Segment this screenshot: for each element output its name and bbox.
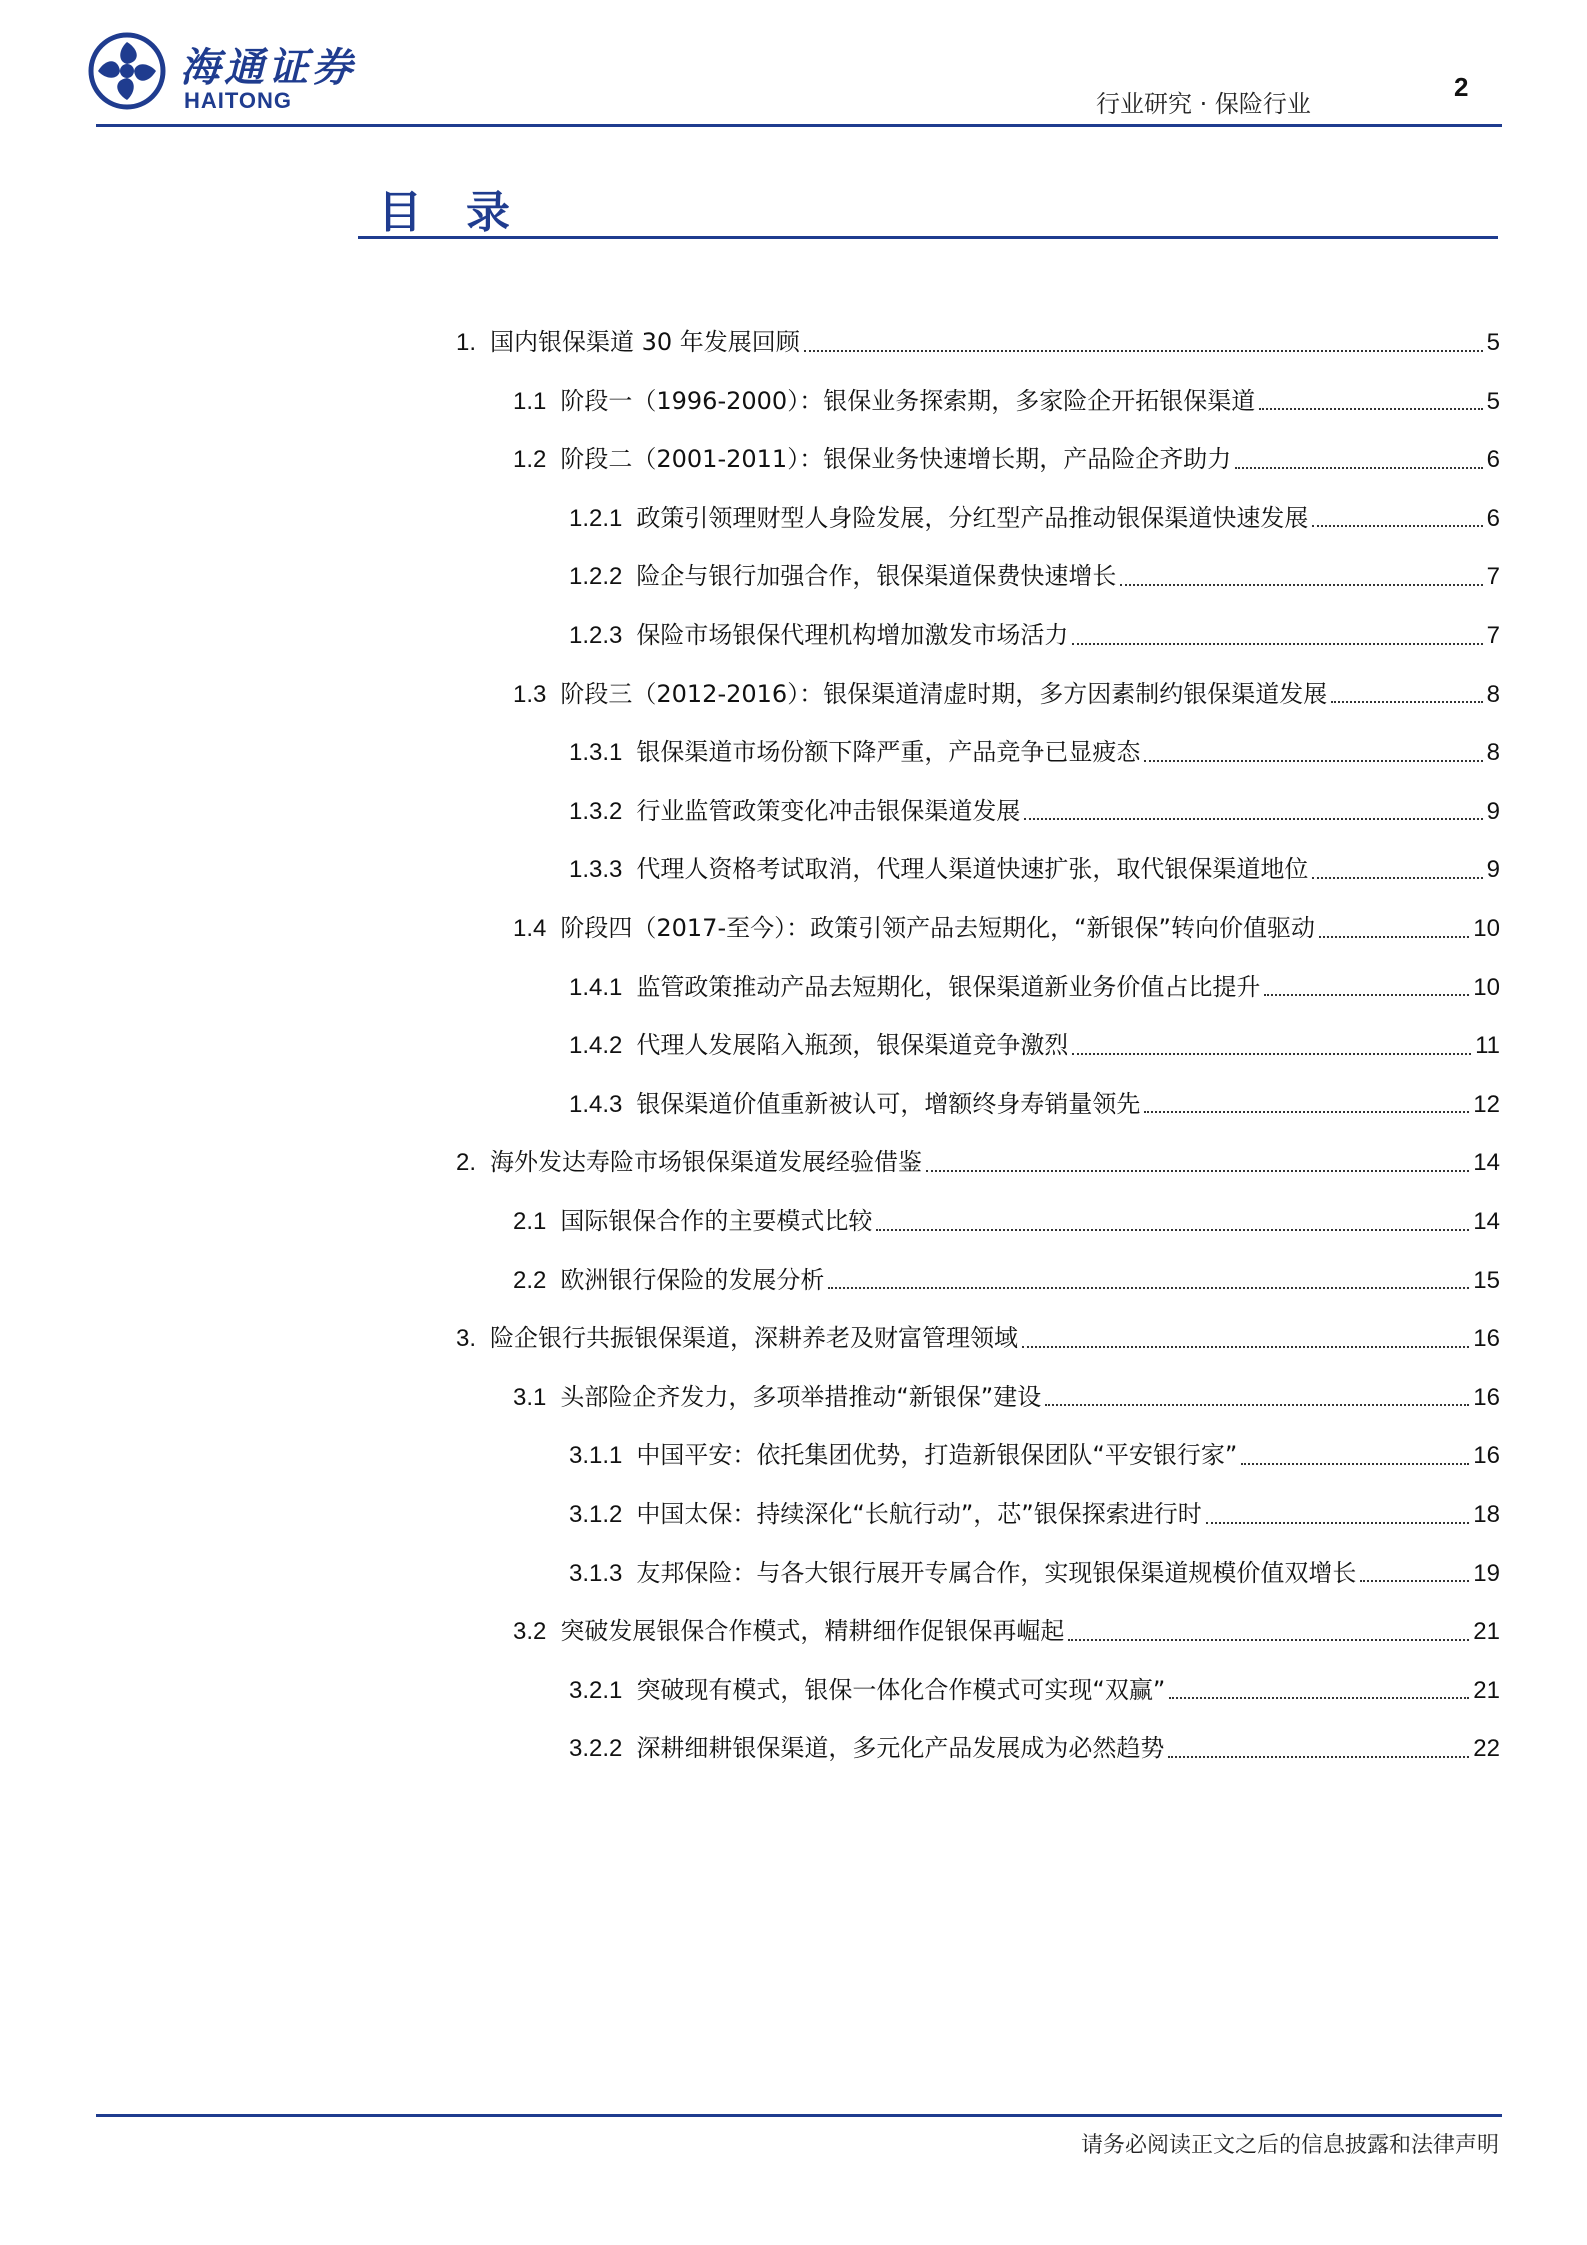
toc-dot-leader bbox=[1331, 701, 1482, 703]
toc-entry[interactable] bbox=[569, 1556, 1500, 1591]
toc-entry-number: 2.1 bbox=[513, 1208, 547, 1235]
page-number: 2 bbox=[1454, 72, 1469, 102]
toc-entry-page: 18 bbox=[1473, 1501, 1500, 1528]
company-logo bbox=[88, 32, 388, 112]
toc-dot-leader bbox=[1068, 1639, 1469, 1641]
toc-dot-leader bbox=[1168, 1756, 1469, 1758]
toc-entry-title: 阶段三（2012-2016）：银保渠道清虚时期，多方因素制约银保渠道发展 bbox=[560, 679, 1328, 708]
toc-entry[interactable] bbox=[513, 677, 1500, 712]
toc-entry-title: 中国平安：依托集团优势，打造新银保团队“平安银行家” bbox=[636, 1441, 1238, 1470]
toc-dot-leader bbox=[1360, 1580, 1469, 1582]
toc-entry[interactable] bbox=[513, 1614, 1500, 1649]
toc-entry-page: 7 bbox=[1486, 563, 1500, 591]
toc-entry-number: 3.1.2 bbox=[569, 1501, 623, 1528]
toc-dot-leader bbox=[1072, 643, 1482, 645]
toc-entry[interactable] bbox=[569, 1438, 1500, 1473]
toc-entry-page: 5 bbox=[1486, 329, 1500, 356]
toc-entry-title: 银保渠道价值重新被认可，增额终身寿销量领先 bbox=[636, 1089, 1141, 1118]
toc-entry[interactable] bbox=[456, 325, 1500, 360]
toc-entry-page: 9 bbox=[1486, 797, 1500, 825]
toc-entry[interactable] bbox=[513, 442, 1500, 477]
toc-entry-page: 10 bbox=[1473, 915, 1500, 942]
toc-dot-leader bbox=[1319, 936, 1469, 938]
header-divider bbox=[96, 124, 1502, 127]
toc-entry-title: 银保渠道市场份额下降严重，产品竞争已显疲态 bbox=[636, 738, 1141, 767]
toc-entry-number: 1. bbox=[456, 329, 477, 356]
toc-dot-leader bbox=[1144, 760, 1482, 762]
toc-entry-number: 1.4.1 bbox=[569, 973, 623, 1001]
toc-entry-title: 欧洲银行保险的发展分析 bbox=[560, 1265, 825, 1294]
haitong-logo-icon bbox=[88, 32, 166, 110]
toc-entry-number: 3. bbox=[456, 1325, 477, 1353]
toc-entry-number: 1.2 bbox=[513, 446, 547, 474]
toc-entry[interactable] bbox=[569, 501, 1500, 536]
toc-entry-title: 中国太保：持续深化“长航行动”，芯”银保探索进行时 bbox=[636, 1500, 1202, 1528]
toc-dot-leader bbox=[1045, 1404, 1469, 1406]
toc-entry-number: 1.2.3 bbox=[569, 622, 623, 649]
toc-entry-title: 保险市场银保代理机构增加激发市场活力 bbox=[636, 621, 1069, 649]
toc-dot-leader bbox=[1144, 1111, 1469, 1113]
toc-entry-title: 阶段二（2001-2011）：银保业务快速增长期，产品险企齐助力 bbox=[560, 445, 1232, 474]
toc-entry-number: 3.2 bbox=[513, 1618, 547, 1646]
toc-entry-title: 突破现有模式，银保一体化合作模式可实现“双赢” bbox=[636, 1675, 1166, 1704]
footer-disclaimer: 请务必阅读正文之后的信息披露和法律声明 bbox=[1080, 2133, 1499, 2158]
toc-entry-page: 11 bbox=[1475, 1032, 1500, 1060]
toc-entry-page: 16 bbox=[1473, 1442, 1500, 1470]
toc-entry-number: 1.3 bbox=[513, 680, 547, 708]
toc-entry-page: 16 bbox=[1473, 1325, 1500, 1353]
footer-divider bbox=[96, 2114, 1502, 2117]
toc-dot-leader bbox=[876, 1229, 1469, 1231]
toc-entry-number: 3.2.1 bbox=[569, 1676, 623, 1704]
toc-entry[interactable] bbox=[569, 1087, 1500, 1122]
toc-entry-page: 22 bbox=[1473, 1735, 1500, 1763]
toc-entry-page: 9 bbox=[1486, 856, 1500, 884]
toc-entry-number: 1.2.2 bbox=[569, 563, 623, 591]
toc-entry-title: 阶段四（2017-至今）：政策引领产品去短期化，“新银保”转向价值驱动 bbox=[560, 914, 1315, 942]
toc-entry-number: 1.2.1 bbox=[569, 504, 623, 532]
toc-entry-title: 阶段一（1996-2000）：银保业务探索期，多家险企开拓银保渠道 bbox=[560, 386, 1256, 415]
toc-entry-number: 3.1.3 bbox=[569, 1559, 623, 1587]
toc-entry-page: 6 bbox=[1486, 446, 1500, 474]
toc-entry-number: 1.3.3 bbox=[569, 856, 623, 884]
toc-entry[interactable] bbox=[513, 911, 1500, 946]
toc-entry-title: 突破发展银保合作模式，精耕细作促银保再崛起 bbox=[560, 1617, 1065, 1646]
toc-entry[interactable] bbox=[569, 1028, 1500, 1063]
toc-entry[interactable] bbox=[569, 1497, 1500, 1532]
toc-entry-page: 8 bbox=[1486, 680, 1500, 708]
toc-entry[interactable] bbox=[569, 559, 1500, 594]
toc-entry-number: 3.1 bbox=[513, 1383, 547, 1411]
toc-entry-number: 3.1.1 bbox=[569, 1442, 623, 1470]
toc-entry-title: 代理人资格考试取消，代理人渠道快速扩张，取代银保渠道地位 bbox=[636, 855, 1309, 884]
toc-entry-title: 险企与银行加强合作，银保渠道保费快速增长 bbox=[636, 562, 1117, 591]
toc-entry-title: 国际银保合作的主要模式比较 bbox=[560, 1207, 873, 1235]
toc-dot-leader bbox=[926, 1170, 1469, 1172]
toc-dot-leader bbox=[1120, 584, 1482, 586]
toc-entry-title: 头部险企齐发力，多项举措推动“新银保”建设 bbox=[560, 1382, 1042, 1411]
toc-entry-page: 21 bbox=[1473, 1618, 1500, 1646]
toc-entry-title: 政策引领理财型人身险发展，分红型产品推动银保渠道快速发展 bbox=[636, 503, 1309, 532]
toc-entry[interactable] bbox=[569, 970, 1500, 1005]
toc-entry[interactable] bbox=[569, 1731, 1500, 1766]
toc-entry[interactable] bbox=[513, 1380, 1500, 1415]
toc-entry-title: 监管政策推动产品去短期化，银保渠道新业务价值占比提升 bbox=[636, 972, 1261, 1001]
toc-entry[interactable] bbox=[569, 1673, 1500, 1708]
toc-dot-leader bbox=[1024, 818, 1482, 820]
header-title: 行业研究 · 保险行业 bbox=[1096, 90, 1311, 118]
toc-dot-leader bbox=[828, 1287, 1469, 1289]
toc-dot-leader bbox=[1312, 525, 1482, 527]
toc-entry-page: 16 bbox=[1473, 1383, 1500, 1411]
toc-entry-number: 2. bbox=[456, 1149, 477, 1177]
toc-entry-page: 10 bbox=[1473, 973, 1500, 1001]
toc-entry-number: 2.2 bbox=[513, 1266, 547, 1294]
toc-entry-page: 14 bbox=[1473, 1149, 1500, 1177]
toc-entry-page: 19 bbox=[1473, 1559, 1500, 1587]
toc-entry[interactable] bbox=[456, 1321, 1500, 1356]
toc-entry-number: 1.1 bbox=[513, 387, 547, 415]
toc-entry-page: 12 bbox=[1473, 1090, 1500, 1118]
toc-dot-leader bbox=[1235, 467, 1482, 469]
toc-dot-leader bbox=[1169, 1697, 1469, 1699]
toc-dot-leader bbox=[1206, 1522, 1470, 1524]
toc-entry[interactable] bbox=[569, 852, 1500, 887]
toc-entry-page: 15 bbox=[1473, 1266, 1500, 1294]
logo-chinese-name: 海通证券 bbox=[180, 44, 356, 91]
toc-entry[interactable] bbox=[569, 618, 1500, 653]
toc-entry[interactable] bbox=[569, 735, 1500, 770]
toc-entry-title: 代理人发展陷入瓶颈，银保渠道竞争激烈 bbox=[636, 1031, 1069, 1060]
toc-entry[interactable] bbox=[513, 1263, 1500, 1298]
toc-entry-page: 5 bbox=[1486, 387, 1500, 415]
toc-entry-title: 国内银保渠道 30 年发展回顾 bbox=[490, 328, 800, 356]
toc-entry-number: 1.4.3 bbox=[569, 1090, 623, 1118]
toc-entry-page: 8 bbox=[1486, 739, 1500, 767]
toc-entry-number: 3.2.2 bbox=[569, 1735, 623, 1763]
toc-dot-leader bbox=[1022, 1346, 1469, 1348]
toc-dot-leader bbox=[1312, 877, 1482, 879]
toc-entry[interactable] bbox=[513, 384, 1500, 419]
toc-entry-title: 险企银行共振银保渠道，深耕养老及财富管理领域 bbox=[490, 1324, 1019, 1353]
toc-entry[interactable] bbox=[569, 794, 1500, 829]
toc-heading: 目录 bbox=[378, 187, 554, 238]
toc-entry-number: 1.4.2 bbox=[569, 1032, 623, 1060]
toc-entry-page: 6 bbox=[1486, 504, 1500, 532]
toc-entry-page: 7 bbox=[1486, 622, 1500, 649]
toc-entry[interactable] bbox=[456, 1145, 1500, 1180]
toc-dot-leader bbox=[1072, 1053, 1471, 1055]
toc-dot-leader bbox=[1259, 408, 1482, 410]
toc-entry-number: 1.4 bbox=[513, 915, 547, 942]
toc-entry[interactable] bbox=[513, 1204, 1500, 1239]
toc-entry-title: 深耕细耕银保渠道，多元化产品发展成为必然趋势 bbox=[636, 1734, 1165, 1763]
toc-entry-number: 1.3.2 bbox=[569, 797, 623, 825]
toc-entry-title: 海外发达寿险市场银保渠道发展经验借鉴 bbox=[490, 1148, 923, 1177]
toc-entry-number: 1.3.1 bbox=[569, 739, 623, 767]
toc-entry-page: 14 bbox=[1473, 1208, 1500, 1235]
logo-english-name: HAITONG bbox=[184, 88, 293, 113]
toc-dot-leader bbox=[804, 350, 1483, 352]
toc-entry-title: 友邦保险：与各大银行展开专属合作，实现银保渠道规模价值双增长 bbox=[636, 1558, 1357, 1587]
toc-entry-title: 行业监管政策变化冲击银保渠道发展 bbox=[636, 796, 1021, 825]
toc-entry-page: 21 bbox=[1473, 1676, 1500, 1704]
toc-dot-leader bbox=[1241, 1463, 1469, 1465]
toc-dot-leader bbox=[1264, 994, 1469, 996]
toc-heading-divider bbox=[358, 236, 1498, 239]
